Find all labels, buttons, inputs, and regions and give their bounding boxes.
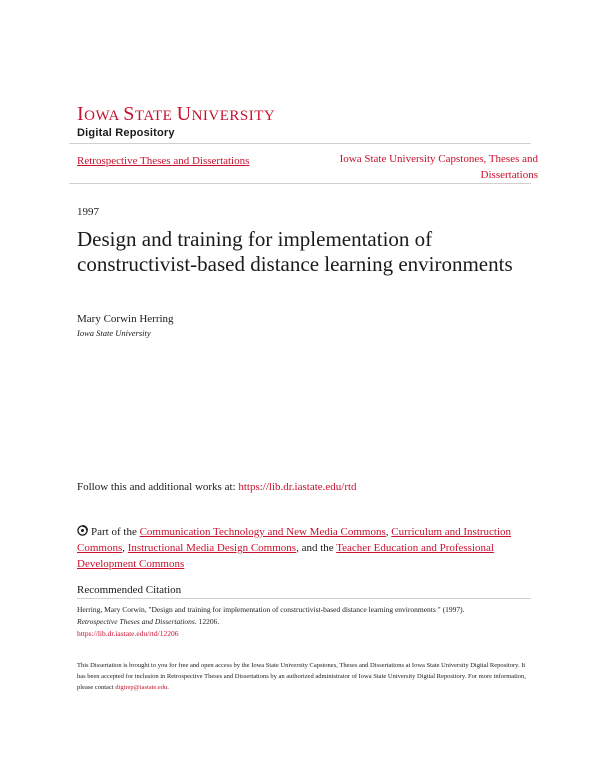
wordmark-u: U (176, 103, 192, 125)
wordmark-tate: TATE (134, 108, 177, 124)
part-of-sep2: , (122, 542, 128, 554)
repository-label: Digital Repository (77, 127, 175, 139)
access-statement-end: . (167, 684, 169, 691)
citation-divider (77, 598, 531, 599)
document-title: Design and training for implementation of constructivist-based distance learning environments (77, 227, 513, 276)
author-affiliation: Iowa State University (77, 328, 151, 338)
open-access-icon (77, 525, 88, 536)
commons-link-instructional-media[interactable]: Instructional Media Design Commons (127, 542, 297, 554)
series-link-retrospective[interactable]: Retrospective Theses and Dissertations (77, 155, 250, 167)
header-divider-bottom (69, 183, 531, 184)
part-of-sep1: , (385, 526, 392, 538)
wordmark-niversity: NIVERSITY (191, 108, 276, 124)
citation-series: Retrospective Theses and Dissertations (77, 617, 195, 626)
access-statement-text: This Dissertation is brought to you for free and open access by the Iowa State University Capstones, Theses and Dissertations at Iowa State University Digital Repository. It has been accepted for inclusion in Retrospective Theses and Dissertations by an authorized administrator of Iowa State University Digital Repository. For more information, please contact (77, 662, 526, 691)
university-wordmark (77, 104, 275, 126)
follow-line (77, 481, 357, 493)
contact-email-link[interactable]: digirep@iastate.edu (115, 684, 168, 691)
commons-link-teacher-education[interactable]: Teacher Education and Professional Development Commons (77, 542, 494, 570)
citation-heading: Recommended Citation (77, 584, 182, 596)
commons-link-curriculum[interactable]: Curriculum and Instruction Commons (77, 526, 512, 554)
university-logo (77, 104, 275, 139)
citation-number: . 12206. (194, 617, 220, 626)
follow-text: Follow this and additional works at: (77, 481, 239, 493)
part-of-paragraph (77, 524, 527, 572)
citation-link[interactable]: https://lib.dr.iastate.edu/rtd/12206 (77, 629, 179, 638)
follow-link[interactable]: https://lib.dr.iastate.edu/rtd (238, 481, 357, 493)
publication-year: 1997 (77, 206, 99, 218)
wordmark-i: I (77, 103, 85, 125)
part-of-sep3: , and the (296, 542, 337, 554)
header-divider-top (69, 143, 531, 144)
citation-text: Herring, Mary Corwin, "Design and training for implementation of constructivist-based distance learning environments " (1997). (77, 605, 465, 614)
series-link-capstones[interactable]: Iowa State University Capstones, Theses and Dissertations (339, 153, 538, 181)
commons-link-communication[interactable]: Communication Technology and New Media Commons (139, 526, 386, 538)
wordmark-s: S (123, 103, 135, 125)
author-name: Mary Corwin Herring (77, 313, 174, 325)
wordmark-owa: OWA (84, 108, 124, 124)
part-of-prefix: Part of the (91, 526, 140, 538)
access-statement (77, 660, 527, 693)
citation-block (77, 604, 527, 640)
